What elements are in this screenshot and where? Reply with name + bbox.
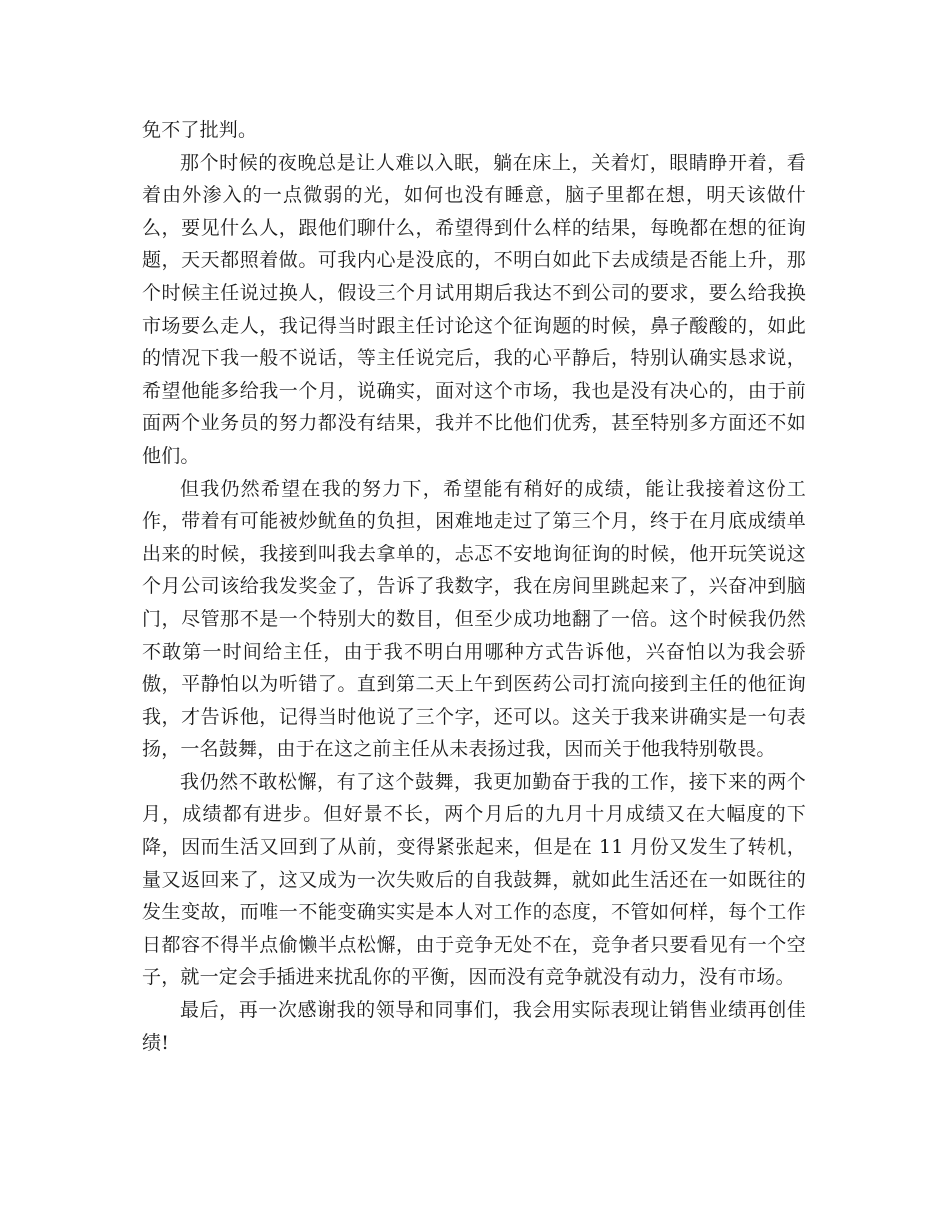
paragraph-no-slacking: 我仍然不敢松懈，有了这个鼓舞，我更加勤奋于我的工作，接下来的两个月，成绩都有进步。但好景不长，两个月后的九月十月成绩又在大幅度的下降，因而生活又回到了从前，变得紧张起来，但是在 11 月份又发生了转机，量又返回来了，这又成为一次失败后的自我鼓舞，就如此生活还在一如既往的发生变故，而唯一不能变确实实是本人对工作的态度，不管如何样，每个工作日都容不得半点偷懒半点松懈，由于竞争无处不在，竞争者只要看见有一个空子，就一定会手插进来扰乱你的平衡，因而没有竞争就没有动力，没有市场。 [142,770,806,989]
document-body [142,114,806,1059]
paragraph-continuation: 免不了批判。 [142,119,258,141]
paragraph-sleepless-nights: 那个时候的夜晚总是让人难以入眠，躺在床上，关着灯，眼睛睁开着，看着由外渗入的一点微弱的光，如何也没有睡意，脑子里都在想，明天该做什么，要见什么人，跟他们聊什么，希望得到什么样的结果，每晚都在想的征询题，天天都照着做。可我内心是没底的，不明白如此下去成绩是否能上升，那个时候主任说过换人，假设三个月试用期后我达不到公司的要求，要么给我换市场要么走人，我记得当时跟主任讨论这个征询题的时候，鼻子酸酸的，如此的情况下我一般不说话，等主任说完后，我的心平静后，特别认确实恳求说，希望他能多给我一个月，说确实，面对这个市场，我也是没有决心的，由于前面两个业务员的努力都没有结果，我并不比他们优秀，甚至特别多方面还不如他们。 [142,151,806,467]
paragraph-third-month: 但我仍然希望在我的努力下，希望能有稍好的成绩，能让我接着这份工作，带着有可能被炒鱿鱼的负担，困难地走过了第三个月，终于在月底成绩单出来的时候，我接到叫我去拿单的，忐忑不安地询征询的时候，他开玩笑说这个月公司该给我发奖金了，告诉了我数字，我在房间里跳起来了，兴奋冲到脑门，尽管那不是一个特别大的数目，但至少成功地翻了一倍。这个时候我仍然不敢第一时间给主任，由于我不明白用哪种方式告诉他，兴奋怕以为我会骄傲，平静怕以为听错了。直到第二天上午到医药公司打流向接到主任的他征询我，才告诉他，记得当时他说了三个字，还可以。这关于我来讲确实是一句表扬，一名鼓舞，由于在这之前主任从未表扬过我，因而关于他我特别敬畏。 [142,477,806,761]
paragraph-closing-thanks: 最后，再一次感谢我的领导和同事们，我会用实际表现让销售业绩再创佳绩! [142,999,806,1054]
